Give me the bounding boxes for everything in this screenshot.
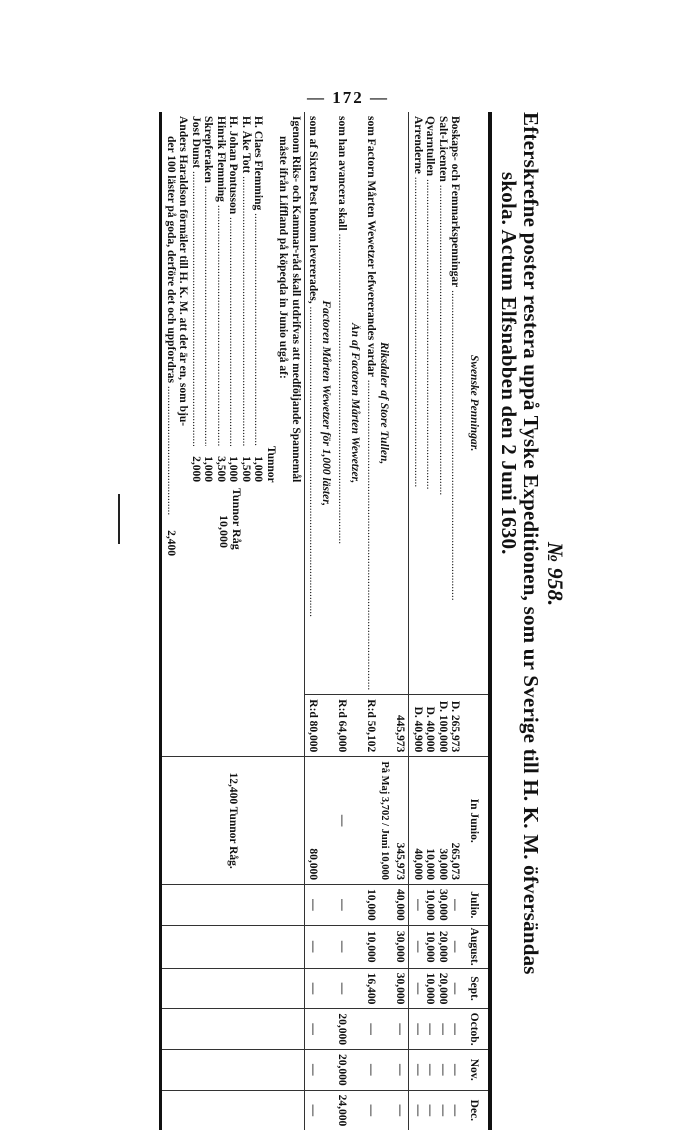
col-header-sum [464,695,491,757]
header-row [464,112,491,1130]
section-swenske-penningar [409,112,464,1130]
subtotal-value: 10,000 [217,515,232,548]
col-header-dec: Dec. [464,1090,491,1130]
nov-cell: — — — — [409,1049,464,1090]
total-amount: 445,973 [394,714,407,753]
octob-cell: — — — — [409,1009,464,1050]
anders-qty: 2,400 [165,530,177,556]
title-line-2: skola. Actum Elfsnabben den 2 Juni 1630. [497,172,521,555]
section-sixten-pest: Factoren Mårten Wewetzer för 1,000 läster, som af Sixten Pest honom levererades, ..... R:d 80,000 80,000 — — — — — — [305,112,335,1130]
julio-cell: — 30,000 10,000 — [409,885,464,926]
col-header-desc: Swenske Penningar. [468,354,480,452]
grain-intro-2: måste ifrån Liffland på köpeqda in Junio utgå af: [277,136,290,379]
grain-list: H. Claes Flemming ..... H. Åke Tott ..... H. Johan Pontusson ..... Hinrik Flemming ..... Skrepferaken ..... Jost Dunst ..... Tunnor 1,000 1,500 1,000 3,500 1,000 2,000 Tunnor Råg 10,000 [190,116,278,756]
ledger-table [160,112,493,1130]
sept-cell: — 20,000 10,000 — [409,968,464,1009]
document-number: № 958. [543,542,568,607]
grain-intro-1: Igenom Riks- och Kammar-råd skall utdrifvas att medföljande Spannemål [290,116,302,483]
section-spannemal: Igenom Riks- och Kammar-råd skall utdrifvas att medföljande Spannemål måste ifrån Liffland på köpeqda in Junio utgå af: H. Claes Flemming ..... H. Åke Tott ..... H. Johan Pontusson ..... Hinrik Flemming ..... Skrepferaken ..... Jost Dunst ..... Tunnor 1,000 1,500 1,000 3,500 1,000 2,000 Tunnor Råg 10,000 Anders Haraldson förmäler till H. K. M. att det är en, som bju- der 100 läster på goda, derföre det och uppfordras ..... 2,400 12,400 Tunnor Råg. [161,112,305,1130]
col-header-octob: Octob. [464,1009,491,1050]
section-avancera: Än af Factoren Mårten Wewetzer, som han avancera skall ..... R:d 64,000 — — — — 20,000 20,000 24,000 [334,112,363,1130]
col-header-junio: In Junio. [464,757,491,885]
august-cell: — 20,000 10,000 — [409,925,464,968]
section-store-tullen: Riksdaler af Store Tullen, som Factorn Mårten Wewetzer lefwererandes vardar ..... R:d 50,102 På Maj 3,702 / Juni 10,000 10,000 10,000 16,400 — — — [363,112,392,1130]
labels-cell: Boskaps- och Femmarkspenningar ..... Salt-Licenten ..... Qvarntullen ..... Arrenderne ..... [409,112,464,695]
grand-total: 12,400 Tunnor Råg. [227,772,240,869]
junio-cell: 265,073 30,000 10,000 40,000 [409,757,464,885]
page-number: — 172 — [307,88,389,107]
title-line-1: Efterskrefne poster restera uppå Tyske Expeditionen, som ur Sverige till H. K. M. öfversändas [519,112,543,975]
rotated-document [110,112,570,1127]
document-title [498,112,542,975]
col-header-nov: Nov. [464,1049,491,1090]
col-header-julio: Julio. [464,885,491,926]
dec-cell: — — — — [409,1090,464,1130]
amount-cell: D. 265,973 D. 100,000 D. 40,000 D. 40,900 [409,695,464,757]
col-header-august: August. [464,925,491,968]
col-header-sept: Sept. [464,968,491,1009]
subtotal-label: Tunnor Råg [230,488,244,550]
total-row: 445,973 345,973 40,000 30,000 30,000 — — — [392,112,409,1130]
